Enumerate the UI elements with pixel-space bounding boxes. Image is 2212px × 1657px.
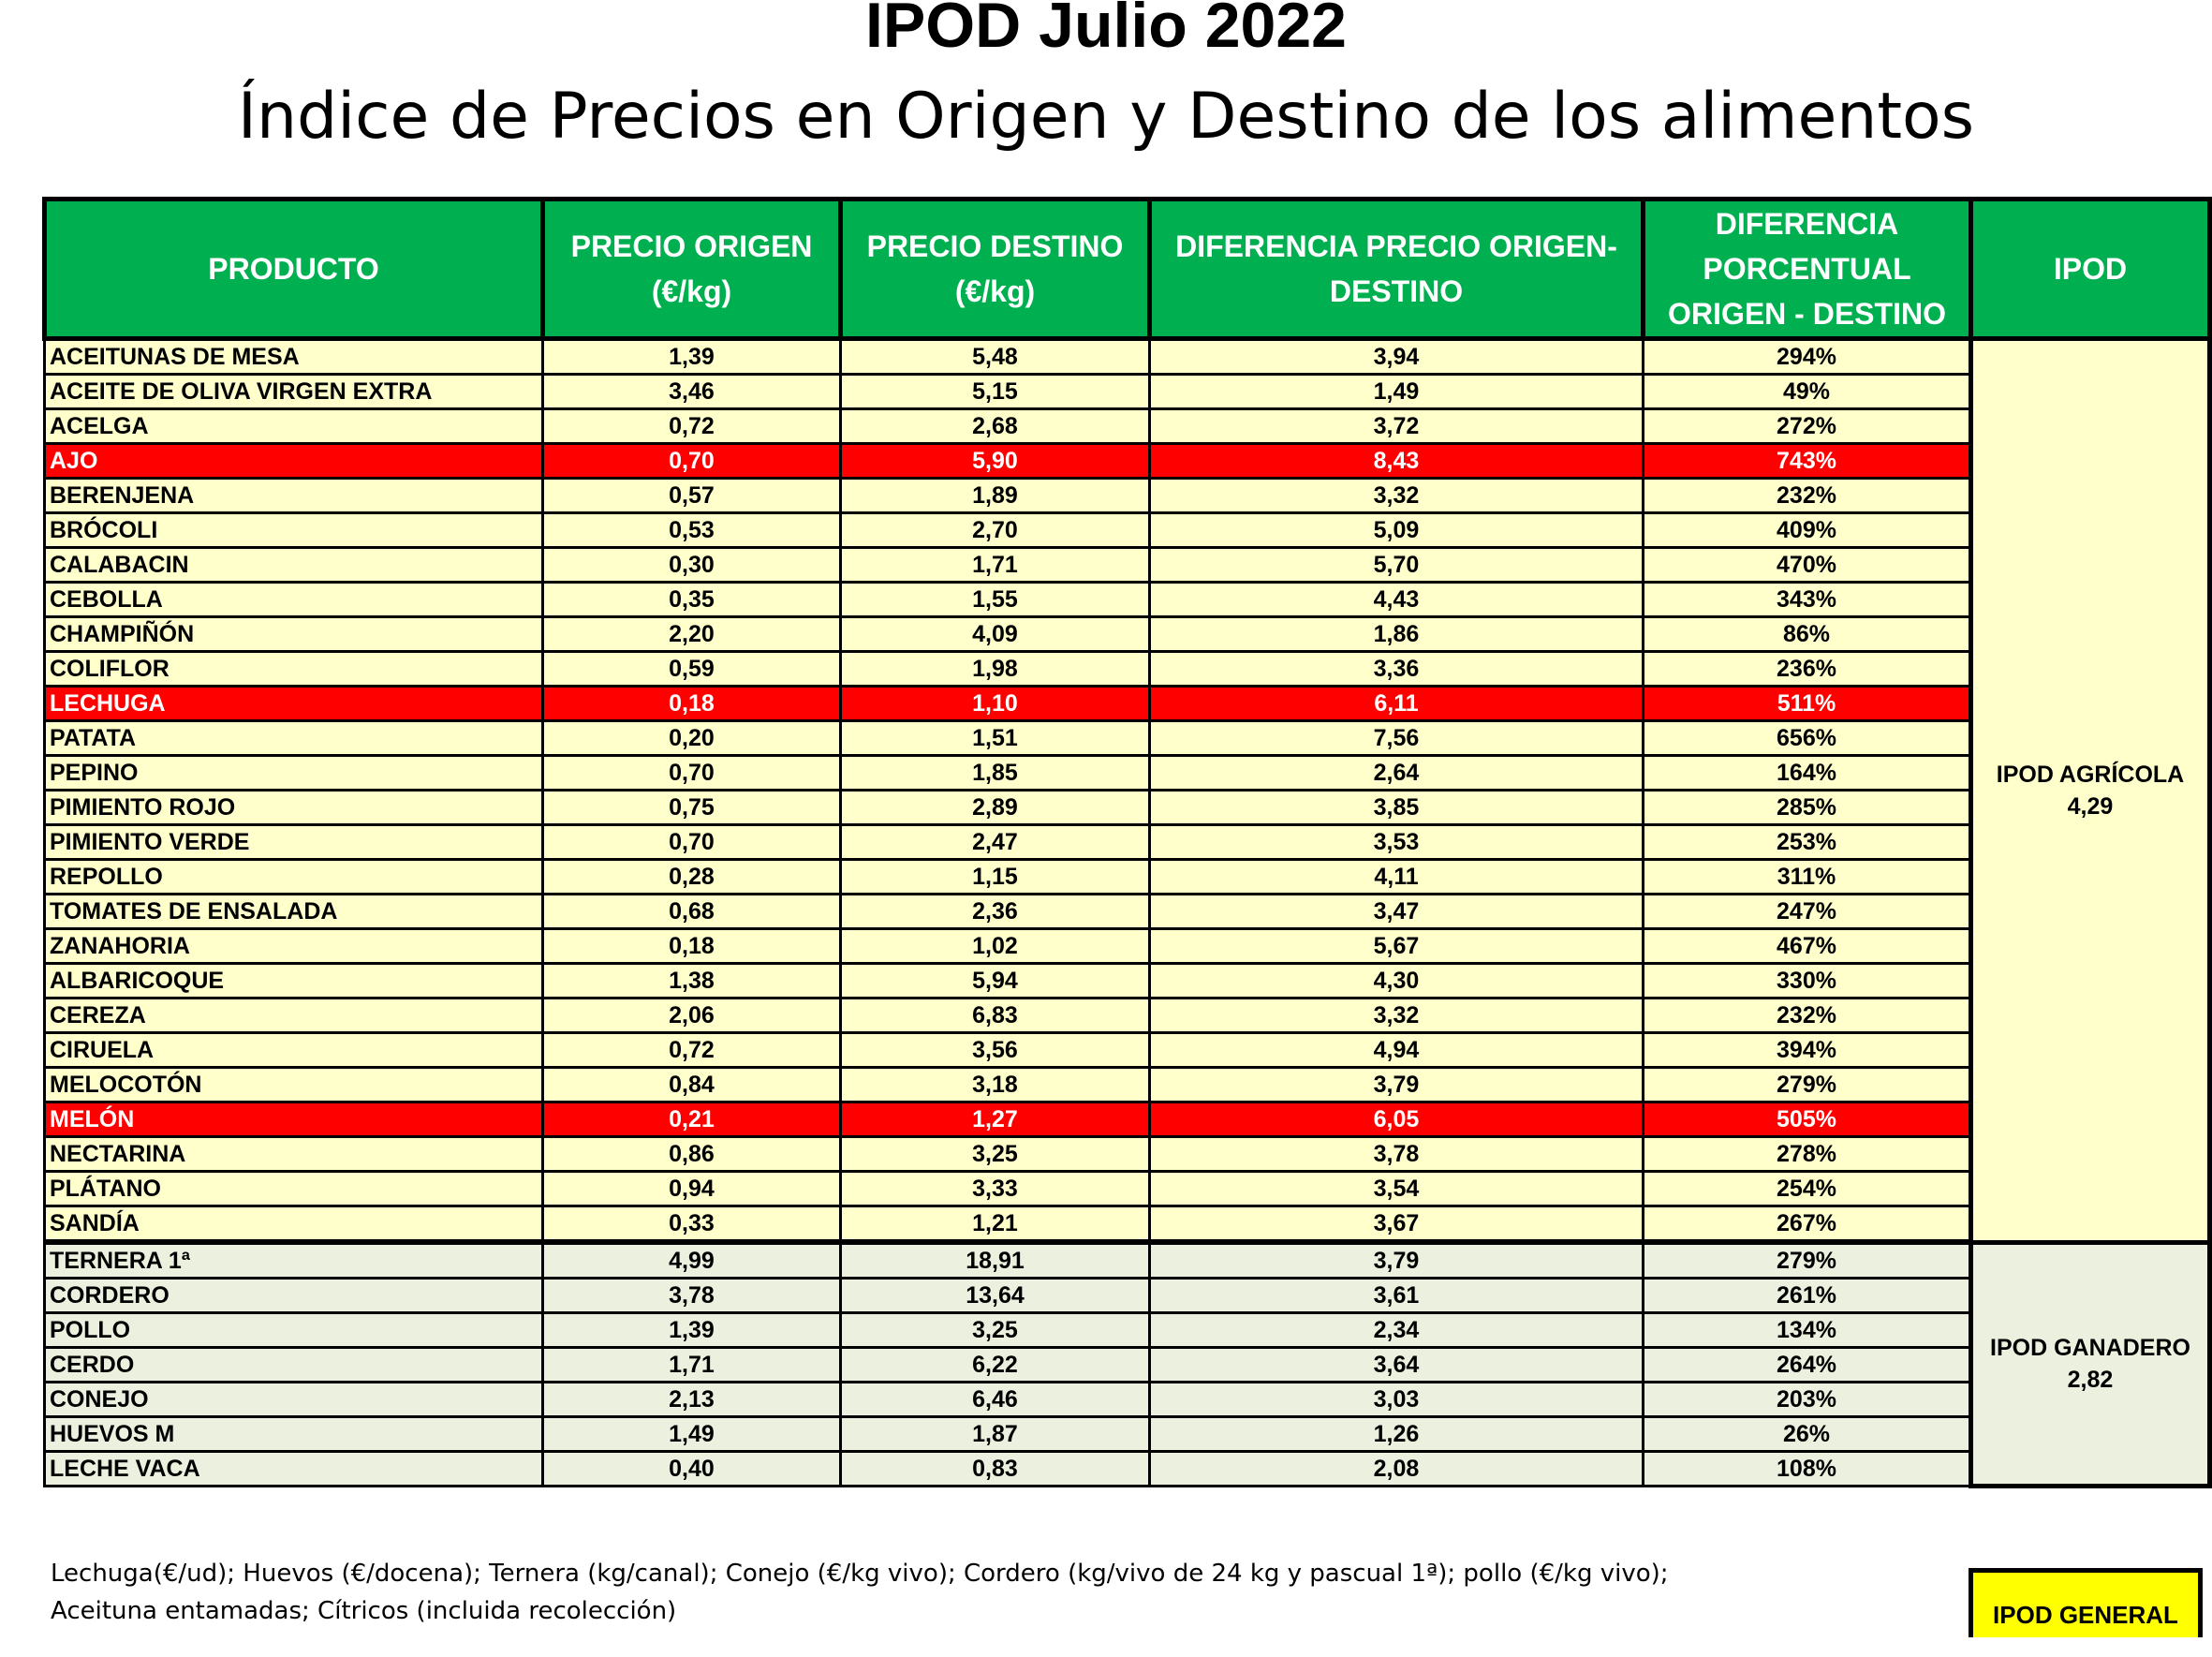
table-row — [45, 479, 2210, 513]
cell-diferencia: 3,47 — [1150, 895, 1644, 929]
cell-precio-origen: 0,68 — [543, 895, 841, 929]
cell-precio-destino: 5,94 — [841, 964, 1150, 999]
cell-producto: LECHUGA — [45, 687, 543, 721]
cell-precio-origen: 0,59 — [543, 652, 841, 687]
cell-precio-origen: 0,70 — [543, 756, 841, 791]
cell-producto: ALBARICOQUE — [45, 964, 543, 999]
cell-precio-origen: 1,49 — [543, 1417, 841, 1452]
cell-precio-origen: 2,06 — [543, 999, 841, 1033]
cell-precio-destino: 1,10 — [841, 687, 1150, 721]
cell-porcentaje: 311% — [1644, 860, 1971, 895]
cell-producto: SANDÍA — [45, 1206, 543, 1243]
cell-producto: CIRUELA — [45, 1033, 543, 1068]
cell-precio-destino: 2,70 — [841, 513, 1150, 548]
cell-producto: CEBOLLA — [45, 583, 543, 617]
cell-producto: PATATA — [45, 721, 543, 756]
table-row — [45, 1068, 2210, 1102]
footnotes — [51, 1555, 1905, 1630]
cell-precio-origen: 0,33 — [543, 1206, 841, 1243]
cell-precio-destino: 2,47 — [841, 825, 1150, 860]
cell-diferencia: 2,34 — [1150, 1313, 1644, 1348]
cell-precio-destino: 2,36 — [841, 895, 1150, 929]
ipod-agricola-label: IPOD AGRÍCOLA — [1996, 761, 2185, 788]
table-row — [45, 1383, 2210, 1417]
table-row — [45, 825, 2210, 860]
header-diferencia-porcentual: DIFERENCIA PORCENTUAL ORIGEN - DESTINO — [1644, 200, 1971, 339]
cell-precio-origen: 0,72 — [543, 1033, 841, 1068]
header-producto: PRODUCTO — [45, 200, 543, 339]
cell-precio-origen: 0,72 — [543, 409, 841, 444]
cell-porcentaje: 203% — [1644, 1383, 1971, 1417]
cell-porcentaje: 267% — [1644, 1206, 1971, 1243]
cell-producto: COLIFLOR — [45, 652, 543, 687]
table-row — [45, 652, 2210, 687]
cell-porcentaje: 134% — [1644, 1313, 1971, 1348]
cell-precio-origen: 0,30 — [543, 548, 841, 583]
cell-precio-destino: 3,56 — [841, 1033, 1150, 1068]
cell-porcentaje: 232% — [1644, 999, 1971, 1033]
cell-precio-destino: 0,83 — [841, 1452, 1150, 1487]
cell-porcentaje: 394% — [1644, 1033, 1971, 1068]
cell-precio-origen: 2,13 — [543, 1383, 841, 1417]
cell-porcentaje: 285% — [1644, 791, 1971, 825]
table-row — [45, 548, 2210, 583]
cell-precio-destino: 1,21 — [841, 1206, 1150, 1243]
table-row — [45, 1313, 2210, 1348]
ipod-ganadero-value: 2,82 — [2067, 1367, 2114, 1394]
cell-precio-destino: 1,98 — [841, 652, 1150, 687]
cell-diferencia: 7,56 — [1150, 721, 1644, 756]
cell-diferencia: 3,64 — [1150, 1348, 1644, 1383]
cell-porcentaje: 49% — [1644, 375, 1971, 409]
cell-precio-destino: 2,89 — [841, 791, 1150, 825]
cell-precio-origen: 0,21 — [543, 1102, 841, 1137]
cell-precio-destino: 2,68 — [841, 409, 1150, 444]
footnote-line: Lechuga(€/ud); Huevos (€/docena); Ternera (kg/canal); Conejo (€/kg vivo); Cordero (kg/vivo de 24 kg y pascual 1ª); pollo (€/kg vivo); — [51, 1560, 1669, 1588]
cell-diferencia: 5,67 — [1150, 929, 1644, 964]
cell-porcentaje: 656% — [1644, 721, 1971, 756]
cell-diferencia: 3,32 — [1150, 479, 1644, 513]
cell-porcentaje: 164% — [1644, 756, 1971, 791]
cell-diferencia: 5,09 — [1150, 513, 1644, 548]
cell-diferencia: 3,79 — [1150, 1068, 1644, 1102]
cell-porcentaje: 409% — [1644, 513, 1971, 548]
cell-porcentaje: 261% — [1644, 1279, 1971, 1313]
cell-diferencia: 3,67 — [1150, 1206, 1644, 1243]
cell-producto: TOMATES DE ENSALADA — [45, 895, 543, 929]
cell-precio-destino: 1,15 — [841, 860, 1150, 895]
cell-producto: POLLO — [45, 1313, 543, 1348]
cell-porcentaje: 247% — [1644, 895, 1971, 929]
cell-diferencia: 3,03 — [1150, 1383, 1644, 1417]
cell-porcentaje: 279% — [1644, 1242, 1971, 1279]
cell-producto: PIMIENTO ROJO — [45, 791, 543, 825]
cell-porcentaje: 254% — [1644, 1172, 1971, 1206]
table-row — [45, 964, 2210, 999]
cell-precio-origen: 4,99 — [543, 1242, 841, 1279]
table-row — [45, 409, 2210, 444]
cell-porcentaje: 330% — [1644, 964, 1971, 999]
cell-precio-destino: 1,55 — [841, 583, 1150, 617]
cell-producto: BERENJENA — [45, 479, 543, 513]
cell-precio-origen: 0,20 — [543, 721, 841, 756]
cell-producto: LECHE VACA — [45, 1452, 543, 1487]
cell-diferencia: 8,43 — [1150, 444, 1644, 479]
footnote-line: Aceituna entamadas; Cítricos (incluida recolección) — [51, 1597, 677, 1625]
cell-diferencia: 4,94 — [1150, 1033, 1644, 1068]
cell-precio-destino: 1,87 — [841, 1417, 1150, 1452]
cell-diferencia: 3,85 — [1150, 791, 1644, 825]
table-row — [45, 1279, 2210, 1313]
cell-producto: BRÓCOLI — [45, 513, 543, 548]
cell-diferencia: 3,94 — [1150, 339, 1644, 375]
cell-precio-origen: 0,35 — [543, 583, 841, 617]
cell-diferencia: 3,78 — [1150, 1137, 1644, 1172]
table-row — [45, 1137, 2210, 1172]
table-row — [45, 1417, 2210, 1452]
cell-diferencia: 3,72 — [1150, 409, 1644, 444]
cell-diferencia: 6,05 — [1150, 1102, 1644, 1137]
table-row — [45, 1172, 2210, 1206]
cell-precio-destino: 3,25 — [841, 1137, 1150, 1172]
cell-precio-destino: 13,64 — [841, 1279, 1150, 1313]
cell-porcentaje: 343% — [1644, 583, 1971, 617]
cell-producto: ACELGA — [45, 409, 543, 444]
cell-precio-destino: 1,89 — [841, 479, 1150, 513]
cell-diferencia: 3,36 — [1150, 652, 1644, 687]
cell-porcentaje: 86% — [1644, 617, 1971, 652]
cell-porcentaje: 294% — [1644, 339, 1971, 375]
table-row — [45, 339, 2210, 375]
cell-diferencia: 4,43 — [1150, 583, 1644, 617]
cell-producto: PLÁTANO — [45, 1172, 543, 1206]
cell-diferencia: 2,64 — [1150, 756, 1644, 791]
ipod-ganadero-label: IPOD GANADERO — [1990, 1335, 2190, 1362]
cell-producto: CONEJO — [45, 1383, 543, 1417]
cell-producto: CALABACIN — [45, 548, 543, 583]
cell-porcentaje: 505% — [1644, 1102, 1971, 1137]
cell-porcentaje: 511% — [1644, 687, 1971, 721]
table-row — [45, 791, 2210, 825]
cell-precio-origen: 0,70 — [543, 825, 841, 860]
cell-diferencia: 3,54 — [1150, 1172, 1644, 1206]
cell-precio-origen: 1,39 — [543, 1313, 841, 1348]
cell-porcentaje: 272% — [1644, 409, 1971, 444]
table-row — [45, 1348, 2210, 1383]
cell-precio-origen: 0,84 — [543, 1068, 841, 1102]
header-diferencia-precio: DIFERENCIA PRECIO ORIGEN- DESTINO — [1150, 200, 1644, 339]
table-row — [45, 1033, 2210, 1068]
cell-porcentaje: 26% — [1644, 1417, 1971, 1452]
cell-producto: HUEVOS M — [45, 1417, 543, 1452]
cell-diferencia: 3,79 — [1150, 1242, 1644, 1279]
cell-precio-origen: 0,18 — [543, 687, 841, 721]
cell-diferencia: 1,26 — [1150, 1417, 1644, 1452]
cell-precio-origen: 0,18 — [543, 929, 841, 964]
table-row — [45, 1102, 2210, 1137]
table-row — [45, 1206, 2210, 1243]
table-row — [45, 375, 2210, 409]
table-row — [45, 999, 2210, 1033]
cell-diferencia: 1,86 — [1150, 617, 1644, 652]
cell-producto: CORDERO — [45, 1279, 543, 1313]
cell-producto: PEPINO — [45, 756, 543, 791]
table-row — [45, 860, 2210, 895]
cell-porcentaje: 108% — [1644, 1452, 1971, 1487]
cell-precio-destino: 1,71 — [841, 548, 1150, 583]
table-row — [45, 687, 2210, 721]
cell-producto: TERNERA 1ª — [45, 1242, 543, 1279]
cell-producto: ACEITUNAS DE MESA — [45, 339, 543, 375]
cell-precio-destino: 3,33 — [841, 1172, 1150, 1206]
ipod-table — [42, 197, 2212, 1488]
cell-diferencia: 2,08 — [1150, 1452, 1644, 1487]
page-subtitle: Índice de Precios en Origen y Destino de los alimentos — [237, 80, 1975, 154]
cell-precio-origen: 0,70 — [543, 444, 841, 479]
cell-producto: NECTARINA — [45, 1137, 543, 1172]
cell-precio-origen: 0,53 — [543, 513, 841, 548]
ipod-ganadero-cell — [1971, 1242, 2210, 1487]
cell-precio-origen: 2,20 — [543, 617, 841, 652]
header-precio-destino: PRECIO DESTINO (€/kg) — [841, 200, 1150, 339]
cell-diferencia: 3,61 — [1150, 1279, 1644, 1313]
cell-diferencia: 3,32 — [1150, 999, 1644, 1033]
cell-porcentaje: 278% — [1644, 1137, 1971, 1172]
cell-porcentaje: 253% — [1644, 825, 1971, 860]
cell-porcentaje: 743% — [1644, 444, 1971, 479]
table-row — [45, 721, 2210, 756]
cell-diferencia: 5,70 — [1150, 548, 1644, 583]
cell-precio-origen: 0,94 — [543, 1172, 841, 1206]
table-row — [45, 444, 2210, 479]
cell-precio-destino: 3,25 — [841, 1313, 1150, 1348]
cell-producto: CHAMPIÑÓN — [45, 617, 543, 652]
header-ipod: IPOD — [1971, 200, 2210, 339]
table-row — [45, 1242, 2210, 1279]
cell-precio-destino: 4,09 — [841, 617, 1150, 652]
cell-precio-origen: 3,78 — [543, 1279, 841, 1313]
cell-producto: CERDO — [45, 1348, 543, 1383]
cell-diferencia: 6,11 — [1150, 687, 1644, 721]
table-row — [45, 756, 2210, 791]
cell-precio-origen: 1,38 — [543, 964, 841, 999]
cell-producto: MELÓN — [45, 1102, 543, 1137]
table-row — [45, 895, 2210, 929]
cell-porcentaje: 279% — [1644, 1068, 1971, 1102]
ipod-agricola-cell — [1971, 339, 2210, 1243]
table-row — [45, 513, 2210, 548]
cell-precio-destino: 1,85 — [841, 756, 1150, 791]
cell-precio-destino: 3,18 — [841, 1068, 1150, 1102]
cell-precio-origen: 0,75 — [543, 791, 841, 825]
cell-producto: MELOCOTÓN — [45, 1068, 543, 1102]
header-precio-origen: PRECIO ORIGEN (€/kg) — [543, 200, 841, 339]
cell-precio-destino: 5,48 — [841, 339, 1150, 375]
cell-precio-destino: 1,02 — [841, 929, 1150, 964]
cell-precio-destino: 6,46 — [841, 1383, 1150, 1417]
cell-porcentaje: 470% — [1644, 548, 1971, 583]
page-title: IPOD Julio 2022 — [865, 0, 1347, 61]
cell-diferencia: 3,53 — [1150, 825, 1644, 860]
cell-producto: PIMIENTO VERDE — [45, 825, 543, 860]
cell-porcentaje: 232% — [1644, 479, 1971, 513]
cell-producto: CEREZA — [45, 999, 543, 1033]
cell-precio-destino: 6,83 — [841, 999, 1150, 1033]
ipod-general-box — [1969, 1568, 2203, 1637]
table-row — [45, 929, 2210, 964]
cell-precio-origen: 0,86 — [543, 1137, 841, 1172]
table-row — [45, 617, 2210, 652]
cell-producto: ZANAHORIA — [45, 929, 543, 964]
cell-producto: REPOLLO — [45, 860, 543, 895]
cell-diferencia: 4,30 — [1150, 964, 1644, 999]
cell-precio-origen: 0,28 — [543, 860, 841, 895]
cell-precio-origen: 0,57 — [543, 479, 841, 513]
cell-precio-destino: 6,22 — [841, 1348, 1150, 1383]
cell-precio-destino: 5,15 — [841, 375, 1150, 409]
cell-precio-origen: 3,46 — [543, 375, 841, 409]
table-row — [45, 583, 2210, 617]
cell-precio-destino: 5,90 — [841, 444, 1150, 479]
cell-precio-origen: 1,71 — [543, 1348, 841, 1383]
table-header-row — [45, 200, 2210, 339]
cell-diferencia: 1,49 — [1150, 375, 1644, 409]
cell-diferencia: 4,11 — [1150, 860, 1644, 895]
cell-precio-origen: 0,40 — [543, 1452, 841, 1487]
cell-precio-destino: 1,27 — [841, 1102, 1150, 1137]
cell-precio-destino: 18,91 — [841, 1242, 1150, 1279]
table-row — [45, 1452, 2210, 1487]
cell-producto: ACEITE DE OLIVA VIRGEN EXTRA — [45, 375, 543, 409]
ipod-general-label: IPOD GENERAL — [1993, 1601, 2178, 1629]
cell-precio-destino: 1,51 — [841, 721, 1150, 756]
cell-porcentaje: 467% — [1644, 929, 1971, 964]
cell-precio-origen: 1,39 — [543, 339, 841, 375]
ipod-agricola-value: 4,29 — [2067, 792, 2114, 820]
cell-porcentaje: 264% — [1644, 1348, 1971, 1383]
cell-producto: AJO — [45, 444, 543, 479]
cell-porcentaje: 236% — [1644, 652, 1971, 687]
